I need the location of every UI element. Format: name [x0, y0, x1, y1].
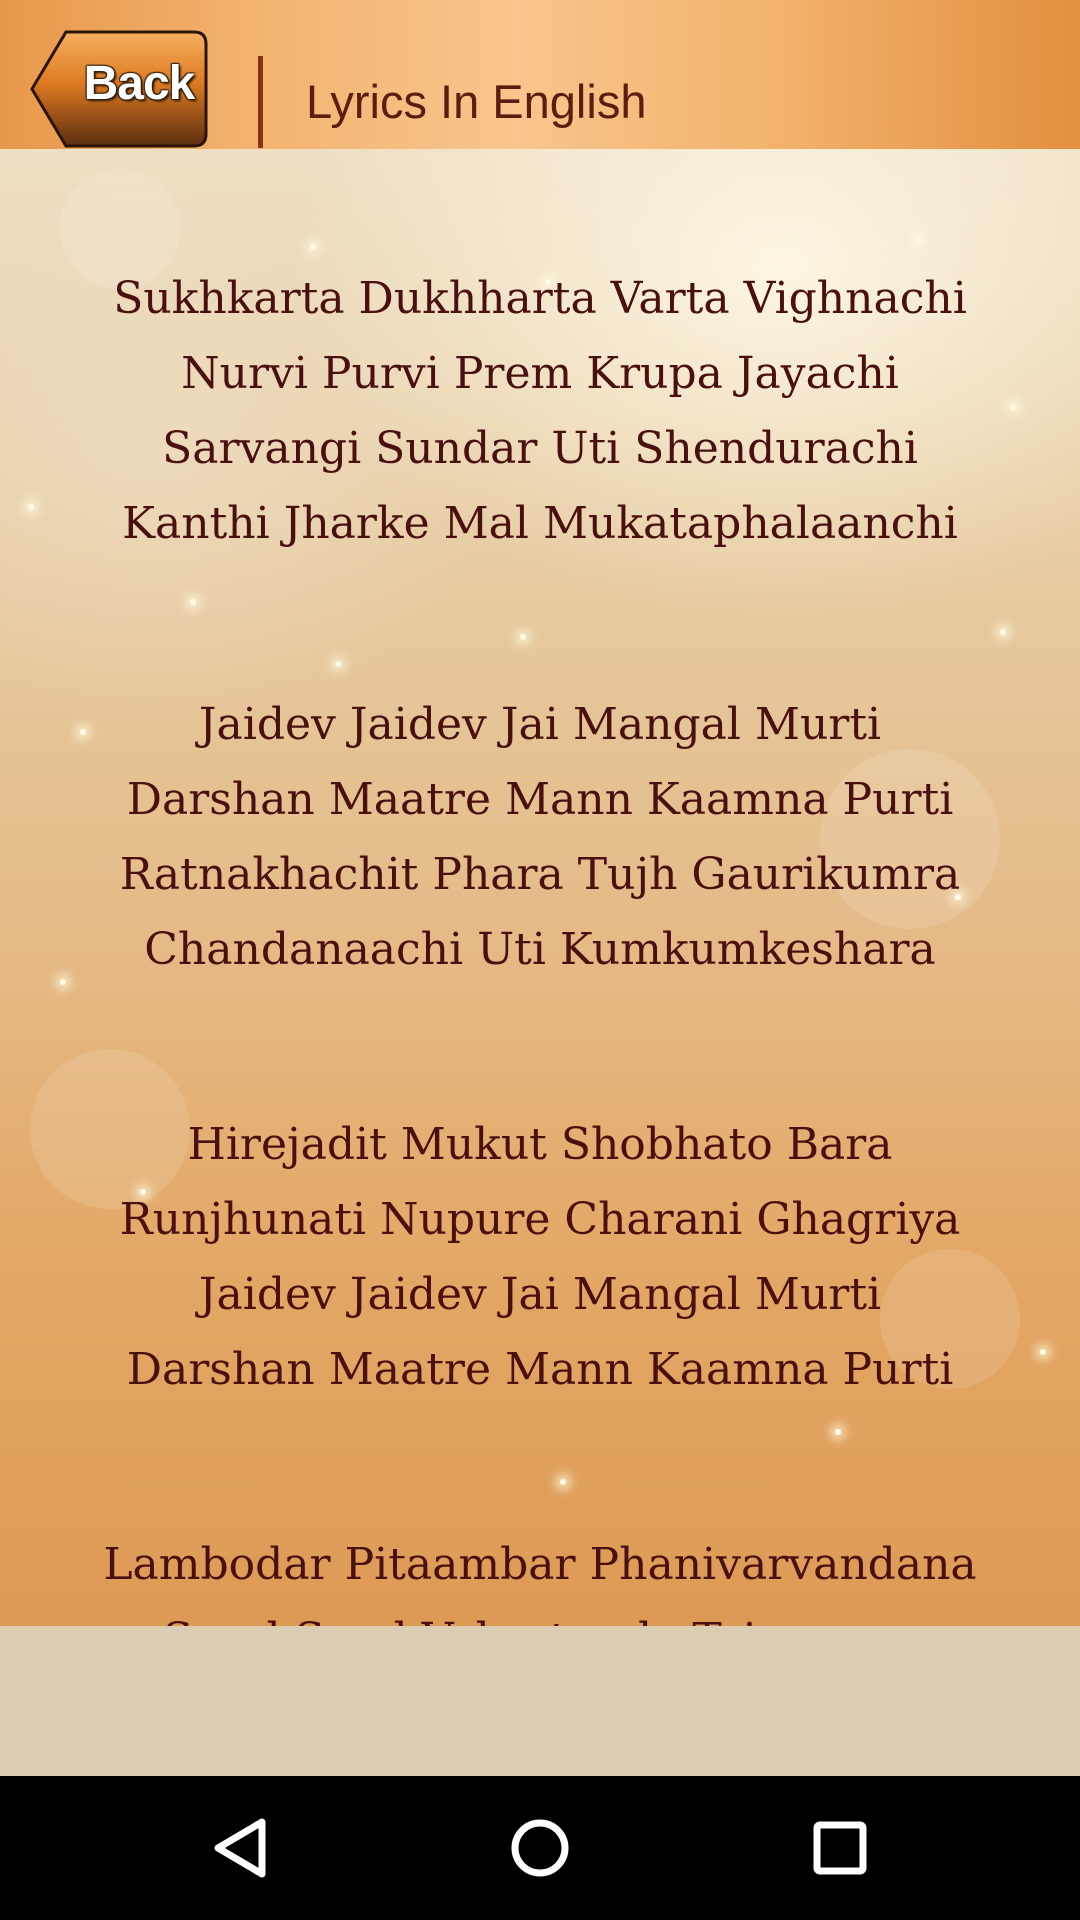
sparkle	[835, 1429, 841, 1435]
lyric-line: Chandanaachi Uti Kumkumkeshara	[144, 924, 936, 975]
page-title: Lyrics In English	[306, 75, 647, 128]
header-bar	[0, 0, 1080, 149]
lyric-line: Hirejadit Mukut Shobhato Bara	[187, 1119, 893, 1170]
header-divider	[258, 56, 263, 148]
lyric-line: Jaidev Jaidev Jai Mangal Murti	[198, 699, 882, 750]
footer-blank-area	[0, 1626, 1080, 1776]
square-recents-icon	[790, 1798, 890, 1898]
lyrics-stanza	[0, 1107, 1080, 1407]
sparkle	[915, 237, 921, 243]
back-button[interactable]	[30, 30, 208, 148]
sparkle	[190, 599, 196, 605]
lyrics-scroll-area[interactable]	[0, 149, 1080, 1626]
lyric-line: Ratnakhachit Phara Tujh Gaurikumra	[119, 849, 961, 900]
sparkle	[560, 1479, 566, 1485]
triangle-back-icon	[190, 1798, 290, 1898]
sparkle	[335, 661, 341, 667]
lyrics-stanza	[0, 687, 1080, 987]
system-navigation-bar	[0, 1776, 1080, 1920]
nav-back-button[interactable]	[190, 1798, 290, 1898]
lyric-line: Darshan Maatre Mann Kaamna Purti	[126, 774, 954, 825]
lyric-line: Lambodar Pitaambar Phanivarvandana	[103, 1539, 977, 1590]
back-button-label: Back	[83, 57, 195, 110]
lyrics-stanza	[0, 261, 1080, 561]
sparkle	[1000, 629, 1006, 635]
lyric-line: Nurvi Purvi Prem Krupa Jayachi	[181, 348, 899, 399]
sparkle	[520, 634, 526, 640]
nav-home-button[interactable]	[490, 1798, 590, 1898]
lyric-line: Runjhunati Nupure Charani Ghagriya	[119, 1194, 961, 1245]
lyric-line: Sarvangi Sundar Uti Shendurachi	[162, 423, 918, 474]
nav-recents-button[interactable]	[790, 1798, 890, 1898]
sparkle	[310, 244, 316, 250]
lyric-line: Kanthi Jharke Mal Mukataphalaanchi	[122, 498, 958, 549]
lyric-line: Darshan Maatre Mann Kaamna Purti	[126, 1344, 954, 1395]
lyric-line: Jaidev Jaidev Jai Mangal Murti	[198, 1269, 882, 1320]
circle-home-icon	[490, 1798, 590, 1898]
lyric-line: Sukhkarta Dukhharta Varta Vighnachi	[113, 273, 967, 324]
